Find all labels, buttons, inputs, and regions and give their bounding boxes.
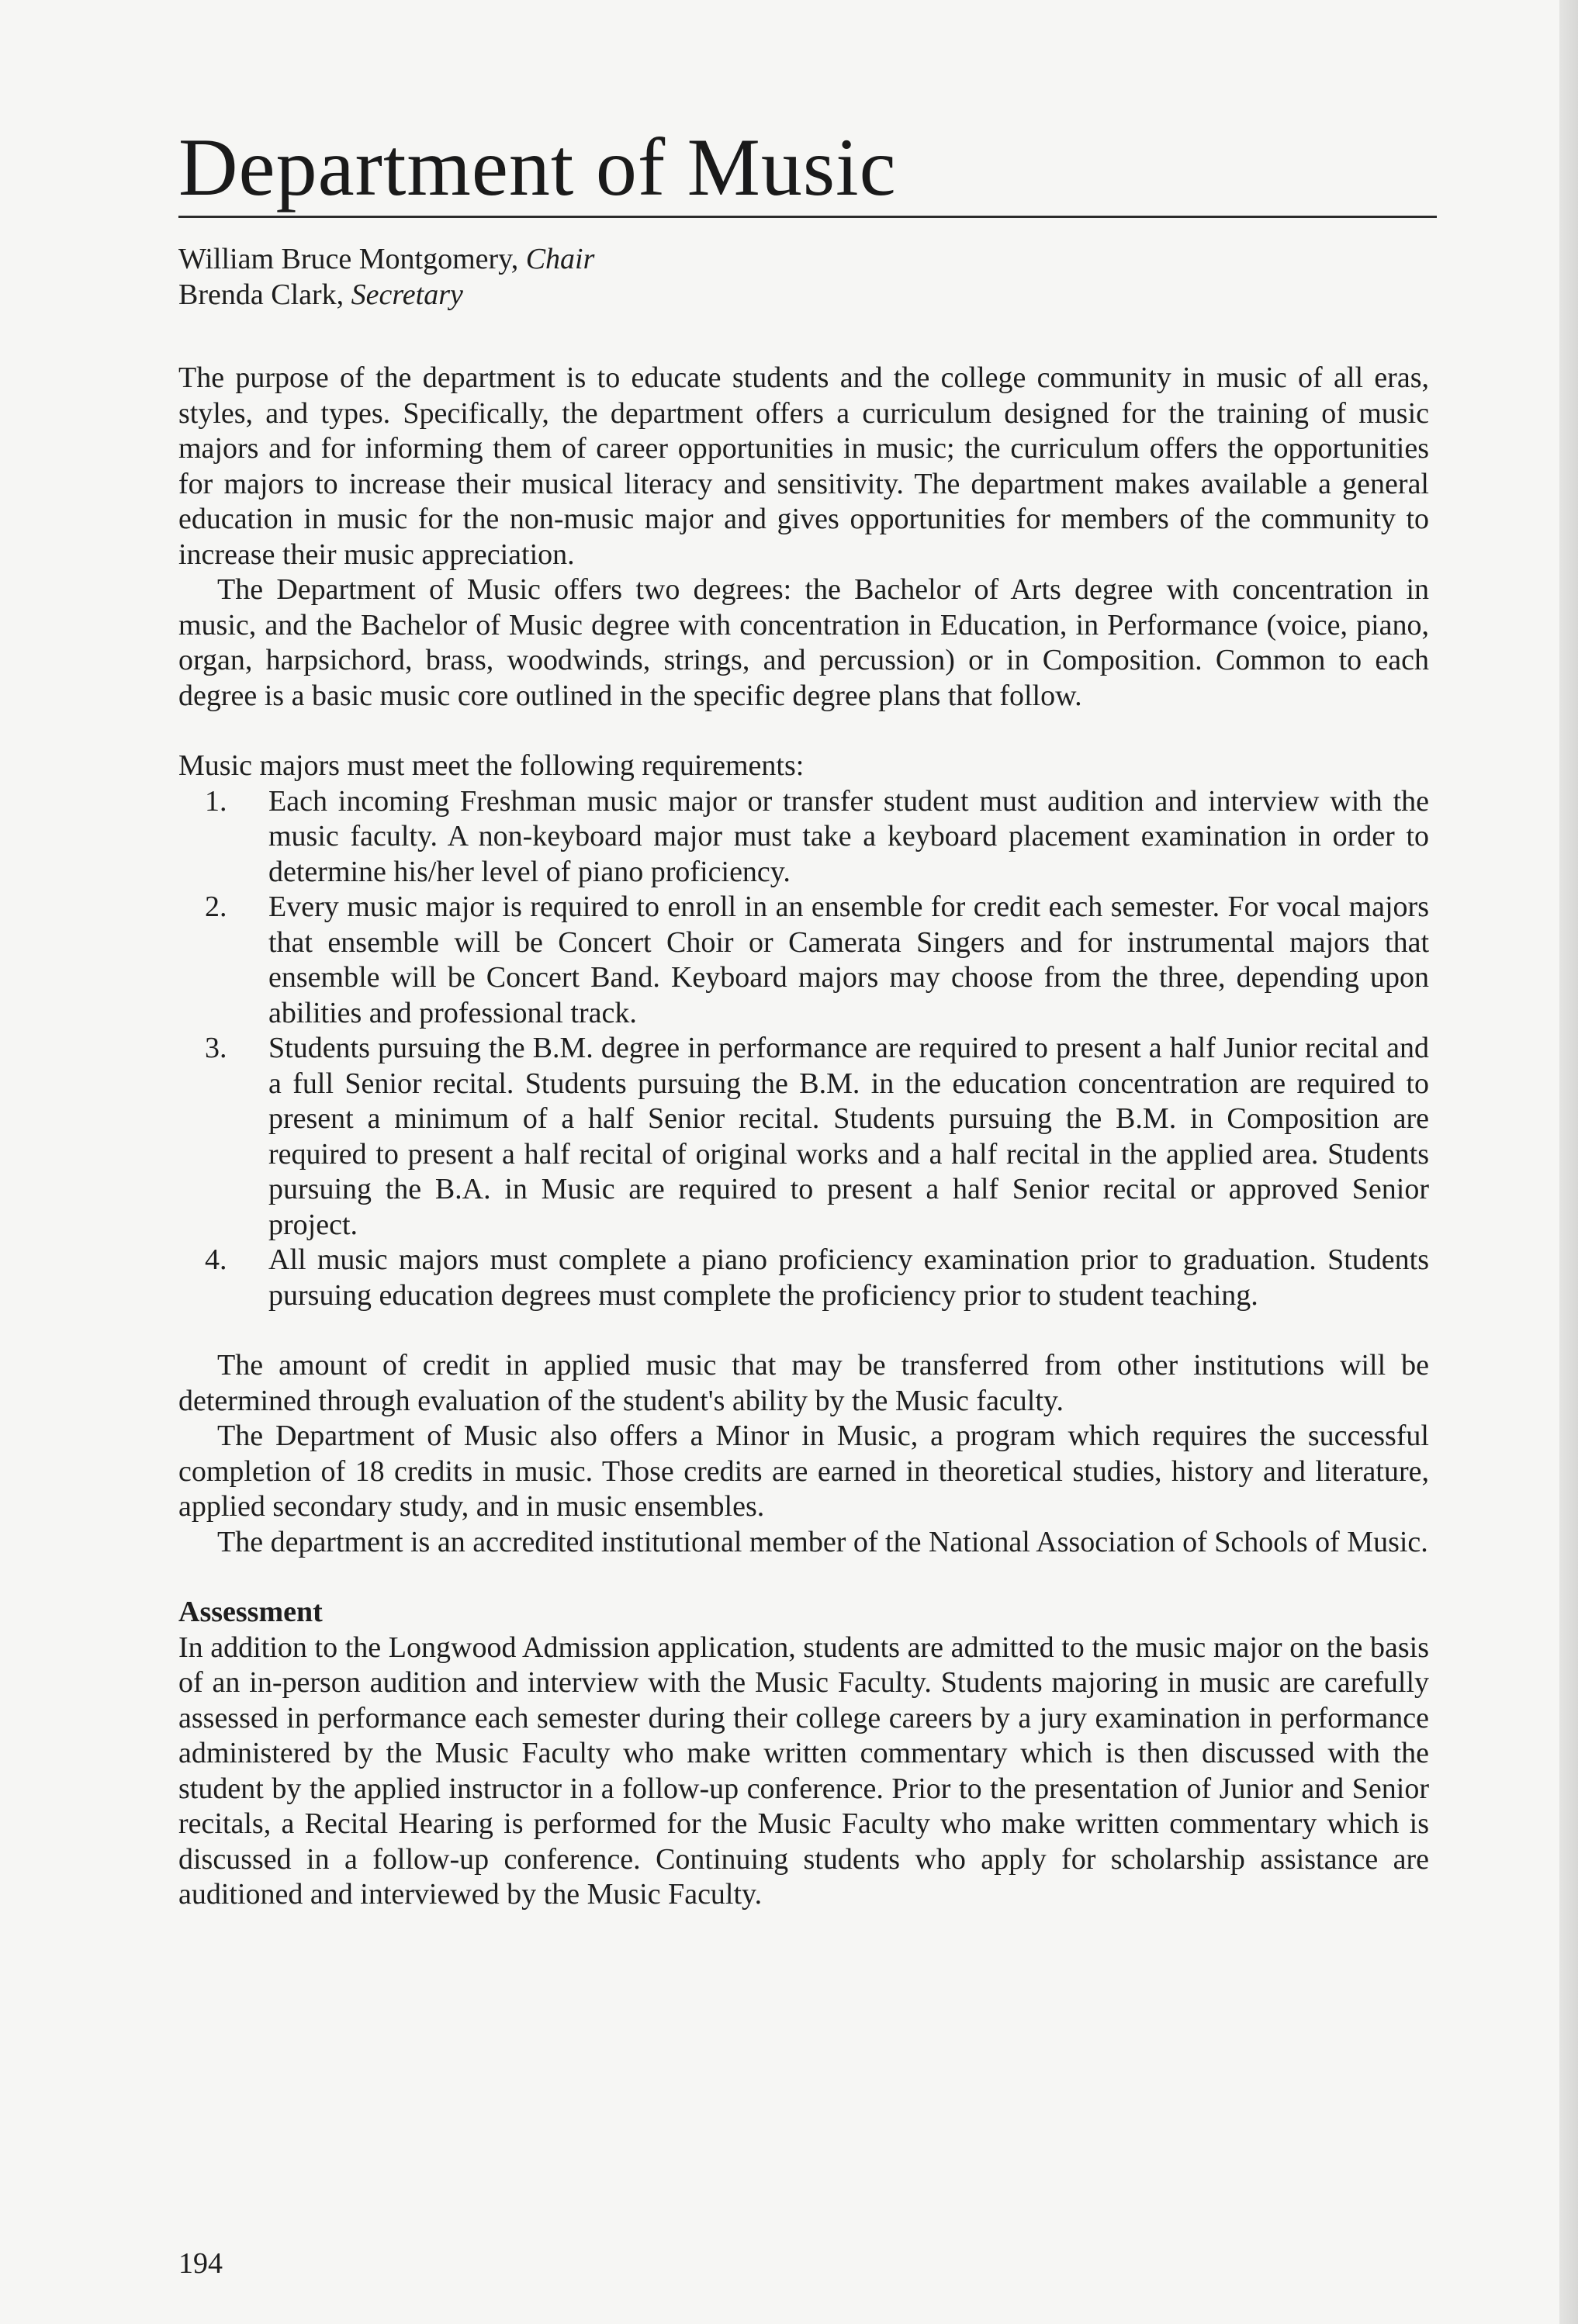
requirement-number: 1. (205, 784, 227, 818)
title-rule (178, 216, 1437, 218)
requirement-item (178, 784, 1429, 891)
main-content (178, 242, 1429, 1913)
assessment-paragraph: In addition to the Longwood Admission application, students are admitted to the music major on the basis of an in-person audition and interview with the Music Faculty. Students majoring in music are carefully assessed in performance each semester during their college careers by a jury examination in performance administered by the Music Faculty who make written commentary which is then discussed with the student by the applied instructor in a follow-up conference. Prior to the presentation of Junior and Senior recitals, a Recital Hearing is performed for the Music Faculty who make written commentary which is discussed in a follow-up conference. Continuing students who apply for scholarship assistance are auditioned and interviewed by the Music Faculty. (178, 1631, 1429, 1911)
staff-chair (178, 242, 1429, 278)
staff-role: Secretary (351, 278, 463, 311)
staff-role: Chair (525, 243, 595, 275)
minor-paragraph: The Department of Music also offers a Minor in Music, a program which requires the successful completion of 18 credits in music. Those credits are earned in theoretical studies, history and literature, applied secondary study, and in music ensembles. (178, 1420, 1429, 1523)
spacer (178, 1560, 1429, 1595)
requirement-text: Students pursuing the B.M. degree in performance are required to present a half Junior recital and a full Senior recital. Students pursuing the B.M. in the education concentration are required to present a minimum of a half Senior recital. Students pursuing the B.M. in Composition are required to present a half recital of original works and a half recital in the applied area. Students pursuing the B.A. in Music are required to present a half Senior recital or approved Senior project. (268, 1032, 1429, 1241)
degrees-paragraph: The Department of Music offers two degrees: the Bachelor of Arts degree with concentration in music, and the Bachelor of Music degree with concentration in Education, in Performance (voice, piano, organ, harpsichord, brass, woodwinds, strings, and percussion) or in Composition. Common to each degree is a basic music core outlined in the specific degree plans that follow. (178, 573, 1429, 712)
requirements-list (178, 784, 1429, 1314)
staff-name: William Bruce Montgomery, (178, 243, 519, 275)
accreditation-paragraph: The department is an accredited institutional member of the National Association of Schools of Music. (217, 1525, 1428, 1558)
requirement-text: Every music major is required to enroll in an ensemble for credit each semester. For vocal majors that ensemble will be Concert Choir or Camerata Singers and for instrumental majors that ensemble will be Concert Band. Keyboard majors may choose from the three, depending upon abilities and professional track. (268, 891, 1429, 1029)
requirement-number: 2. (205, 891, 227, 923)
page-number: 194 (178, 2247, 223, 2280)
requirement-item (178, 1243, 1429, 1313)
page-title: Department of Music (178, 122, 897, 213)
staff-list (178, 242, 1429, 313)
requirement-number: 4. (205, 1243, 227, 1276)
spacer (178, 1313, 1429, 1348)
requirement-text: All music majors must complete a piano proficiency examination prior to graduation. Students pursuing education degrees must complete the proficiency prior to student teaching. (268, 1243, 1429, 1312)
requirement-item (178, 890, 1429, 1031)
spacer (178, 714, 1429, 749)
requirement-item (178, 1031, 1429, 1243)
intro-paragraph: The purpose of the department is to educate students and the college community in music of all eras, styles, and types. Specifically, the department offers a curriculum designed for the training of music majors and for informing them of career opportunities in music; the curriculum offers the opportunities for majors to increase their musical literacy and sensitivity. The department makes available a general education in music for the non-music major and gives opportunities for members of the community to increase their music appreciation. (178, 361, 1429, 571)
staff-secretary (178, 278, 1429, 313)
staff-name: Brenda Clark, (178, 278, 344, 311)
requirement-text: Each incoming Freshman music major or transfer student must audition and interview with the music faculty. A non-keyboard major must take a keyboard placement examination in order to determine his/her level of piano proficiency. (268, 784, 1429, 888)
transfer-credit-paragraph: The amount of credit in applied music that may be transferred from other institutions will be determined through evaluation of the student's ability by the Music faculty. (178, 1349, 1429, 1417)
requirement-number: 3. (205, 1032, 227, 1064)
assessment-heading: Assessment (178, 1596, 323, 1628)
requirements-lead: Music majors must meet the following requirements: (178, 749, 805, 782)
page-edge (1559, 0, 1578, 2324)
